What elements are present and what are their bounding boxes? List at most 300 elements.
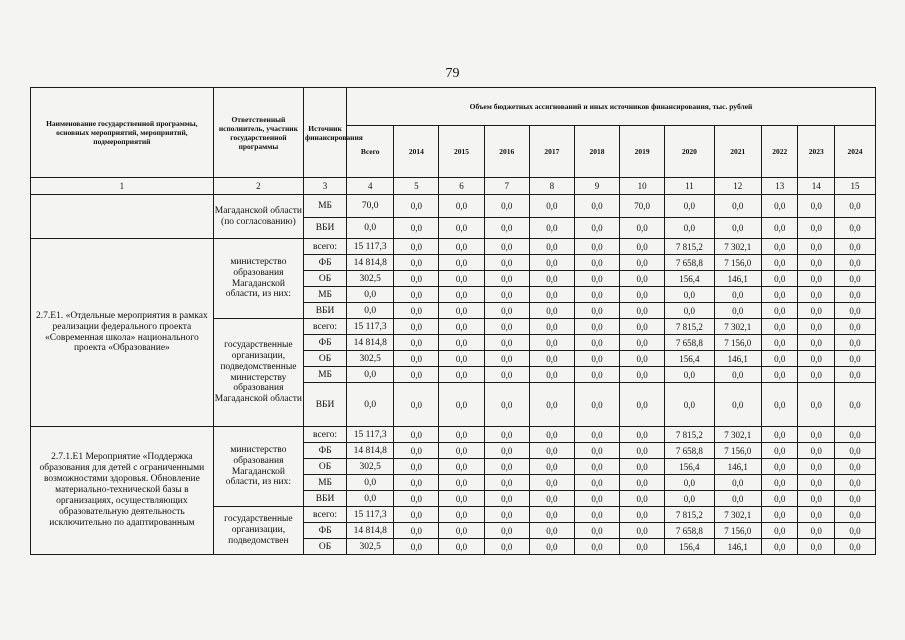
value-cell: 0,0	[620, 507, 665, 523]
total-cell: 0,0	[347, 475, 394, 491]
value-cell: 7 302,1	[714, 427, 761, 443]
column-number: 12	[714, 178, 761, 195]
value-cell: 0,0	[665, 195, 714, 218]
value-cell: 0,0	[620, 218, 665, 239]
value-cell: 0,0	[529, 507, 574, 523]
column-number: 3	[304, 178, 347, 195]
value-cell: 7 156,0	[714, 443, 761, 459]
value-cell: 0,0	[394, 491, 439, 507]
value-cell: 0,0	[620, 335, 665, 351]
column-number: 1	[31, 178, 214, 195]
source-cell: МБ	[304, 475, 347, 491]
value-cell: 0,0	[798, 255, 835, 271]
value-cell: 0,0	[484, 367, 529, 383]
value-cell: 0,0	[798, 443, 835, 459]
value-cell: 0,0	[574, 427, 619, 443]
column-number: 13	[761, 178, 798, 195]
value-cell: 0,0	[798, 475, 835, 491]
header-year: 2021	[714, 126, 761, 178]
value-cell: 0,0	[394, 239, 439, 255]
header-year: 2015	[439, 126, 484, 178]
value-cell: 0,0	[798, 319, 835, 335]
source-cell: всего:	[304, 427, 347, 443]
value-cell: 0,0	[484, 443, 529, 459]
value-cell: 0,0	[439, 475, 484, 491]
value-cell: 0,0	[394, 539, 439, 555]
table-body	[31, 195, 876, 555]
value-cell: 0,0	[529, 475, 574, 491]
program-name-cell: 2.7.Е1. «Отдельные мероприятия в рамках реализации федерального проекта «Современная школа» национального проекта «Образование»	[31, 239, 214, 427]
value-cell: 0,0	[798, 218, 835, 239]
source-cell: ОБ	[304, 271, 347, 287]
total-cell: 15 117,3	[347, 507, 394, 523]
value-cell: 0,0	[574, 367, 619, 383]
value-cell: 0,0	[394, 255, 439, 271]
executor-cell: министерство образования Магаданской области, из них:	[213, 239, 303, 319]
value-cell: 0,0	[835, 367, 876, 383]
value-cell: 7 156,0	[714, 523, 761, 539]
value-cell: 0,0	[620, 303, 665, 319]
value-cell: 0,0	[574, 383, 619, 427]
value-cell: 0,0	[394, 367, 439, 383]
value-cell: 0,0	[529, 351, 574, 367]
header-year: 2019	[620, 126, 665, 178]
value-cell: 0,0	[835, 335, 876, 351]
value-cell: 7 815,2	[665, 427, 714, 443]
column-number: 4	[347, 178, 394, 195]
value-cell: 0,0	[714, 218, 761, 239]
column-number: 11	[665, 178, 714, 195]
value-cell: 0,0	[761, 539, 798, 555]
value-cell: 0,0	[835, 195, 876, 218]
value-cell: 0,0	[835, 319, 876, 335]
value-cell: 7 156,0	[714, 255, 761, 271]
value-cell: 0,0	[529, 239, 574, 255]
column-number-row	[31, 178, 876, 195]
value-cell: 0,0	[394, 427, 439, 443]
value-cell: 0,0	[484, 303, 529, 319]
total-cell: 15 117,3	[347, 427, 394, 443]
value-cell: 0,0	[394, 383, 439, 427]
value-cell: 0,0	[574, 523, 619, 539]
value-cell: 0,0	[529, 523, 574, 539]
executor-cell: Магаданской области (по согласованию)	[213, 195, 303, 239]
header-year: 2020	[665, 126, 714, 178]
value-cell: 0,0	[394, 443, 439, 459]
value-cell: 7 302,1	[714, 239, 761, 255]
value-cell: 0,0	[574, 539, 619, 555]
value-cell: 0,0	[439, 239, 484, 255]
value-cell: 0,0	[529, 491, 574, 507]
source-cell: ОБ	[304, 351, 347, 367]
budget-table	[30, 87, 876, 555]
value-cell: 0,0	[714, 303, 761, 319]
value-cell: 0,0	[835, 303, 876, 319]
value-cell: 0,0	[620, 319, 665, 335]
value-cell: 0,0	[761, 239, 798, 255]
value-cell: 0,0	[574, 475, 619, 491]
value-cell: 0,0	[394, 523, 439, 539]
total-cell: 14 814,8	[347, 523, 394, 539]
value-cell: 0,0	[574, 195, 619, 218]
value-cell: 0,0	[439, 539, 484, 555]
header-volume: Объем бюджетных ассигнований и иных источников финансирования, тыс. рублей	[347, 88, 876, 126]
table-row	[31, 195, 876, 218]
value-cell: 0,0	[620, 443, 665, 459]
value-cell: 0,0	[439, 523, 484, 539]
value-cell: 0,0	[620, 367, 665, 383]
value-cell: 146,1	[714, 271, 761, 287]
source-cell: МБ	[304, 195, 347, 218]
value-cell: 0,0	[439, 443, 484, 459]
value-cell: 0,0	[439, 287, 484, 303]
value-cell: 0,0	[761, 383, 798, 427]
value-cell: 0,0	[394, 287, 439, 303]
value-cell: 7 658,8	[665, 443, 714, 459]
value-cell: 0,0	[439, 271, 484, 287]
value-cell: 0,0	[439, 319, 484, 335]
header-name: Наименование государственной программы, основных мероприятий, мероприятий, подмероприятий	[31, 88, 214, 178]
column-number: 10	[620, 178, 665, 195]
value-cell: 0,0	[394, 218, 439, 239]
total-cell: 0,0	[347, 218, 394, 239]
value-cell: 0,0	[439, 335, 484, 351]
total-cell: 0,0	[347, 491, 394, 507]
header-source: Источник финансирования	[304, 88, 347, 178]
value-cell: 0,0	[484, 383, 529, 427]
value-cell: 0,0	[484, 427, 529, 443]
value-cell: 0,0	[394, 351, 439, 367]
header-year: 2024	[835, 126, 876, 178]
value-cell: 0,0	[574, 491, 619, 507]
value-cell: 7 302,1	[714, 507, 761, 523]
value-cell: 0,0	[394, 507, 439, 523]
value-cell: 0,0	[761, 287, 798, 303]
total-cell: 14 814,8	[347, 255, 394, 271]
value-cell: 0,0	[798, 239, 835, 255]
value-cell: 0,0	[761, 367, 798, 383]
value-cell: 0,0	[620, 239, 665, 255]
value-cell: 0,0	[394, 195, 439, 218]
value-cell: 0,0	[439, 491, 484, 507]
value-cell: 0,0	[798, 523, 835, 539]
value-cell: 0,0	[620, 523, 665, 539]
value-cell: 0,0	[574, 255, 619, 271]
value-cell: 156,4	[665, 539, 714, 555]
program-name-cell: 2.7.1.Е1 Мероприятие «Поддержка образования для детей с ограниченными возможностями здоровья. Обновление материально-технической базы в организациях, осуществляющих образовательную деятельность исключительно по адаптированным	[31, 427, 214, 555]
value-cell: 0,0	[484, 491, 529, 507]
source-cell: ФБ	[304, 523, 347, 539]
value-cell: 0,0	[665, 287, 714, 303]
value-cell: 0,0	[761, 319, 798, 335]
value-cell: 0,0	[574, 218, 619, 239]
value-cell: 0,0	[761, 335, 798, 351]
value-cell: 0,0	[761, 303, 798, 319]
header-year: 2018	[574, 126, 619, 178]
value-cell: 0,0	[761, 218, 798, 239]
value-cell: 0,0	[394, 303, 439, 319]
value-cell: 0,0	[835, 443, 876, 459]
column-number: 2	[213, 178, 303, 195]
value-cell: 0,0	[714, 195, 761, 218]
column-number: 14	[798, 178, 835, 195]
total-cell: 302,5	[347, 459, 394, 475]
value-cell: 146,1	[714, 539, 761, 555]
value-cell: 0,0	[798, 427, 835, 443]
source-cell: ФБ	[304, 335, 347, 351]
value-cell: 7 658,8	[665, 255, 714, 271]
value-cell: 0,0	[439, 427, 484, 443]
value-cell: 0,0	[620, 383, 665, 427]
value-cell: 0,0	[798, 383, 835, 427]
total-cell: 302,5	[347, 271, 394, 287]
value-cell: 0,0	[529, 287, 574, 303]
total-cell: 14 814,8	[347, 443, 394, 459]
executor-cell: министерство образования Магаданской области, из них:	[213, 427, 303, 507]
value-cell: 0,0	[714, 367, 761, 383]
value-cell: 0,0	[798, 271, 835, 287]
value-cell: 0,0	[798, 459, 835, 475]
value-cell: 0,0	[574, 335, 619, 351]
total-cell: 14 814,8	[347, 335, 394, 351]
executor-cell: государственные организации, подведомственные министерству образования Магаданской области	[213, 319, 303, 427]
value-cell: 156,4	[665, 271, 714, 287]
value-cell: 0,0	[714, 383, 761, 427]
value-cell: 0,0	[620, 539, 665, 555]
source-cell: МБ	[304, 367, 347, 383]
source-cell: ВБИ	[304, 218, 347, 239]
value-cell: 0,0	[665, 367, 714, 383]
table-row	[31, 427, 876, 443]
value-cell: 0,0	[484, 218, 529, 239]
column-number: 5	[394, 178, 439, 195]
value-cell: 0,0	[394, 319, 439, 335]
program-name-cell	[31, 195, 214, 239]
total-cell: 0,0	[347, 303, 394, 319]
value-cell: 0,0	[761, 507, 798, 523]
value-cell: 0,0	[761, 195, 798, 218]
value-cell: 146,1	[714, 351, 761, 367]
value-cell: 0,0	[574, 459, 619, 475]
value-cell: 0,0	[835, 523, 876, 539]
source-cell: всего:	[304, 507, 347, 523]
value-cell: 0,0	[529, 459, 574, 475]
value-cell: 0,0	[529, 218, 574, 239]
value-cell: 0,0	[665, 491, 714, 507]
total-cell: 0,0	[347, 383, 394, 427]
value-cell: 0,0	[620, 427, 665, 443]
total-cell: 70,0	[347, 195, 394, 218]
value-cell: 0,0	[529, 195, 574, 218]
header-executor: Ответственный исполнитель, участник государственной программы	[213, 88, 303, 178]
value-cell: 0,0	[761, 427, 798, 443]
column-number: 15	[835, 178, 876, 195]
value-cell: 0,0	[761, 351, 798, 367]
value-cell: 0,0	[798, 491, 835, 507]
value-cell: 0,0	[835, 427, 876, 443]
header-total: Всего	[347, 126, 394, 178]
value-cell: 0,0	[529, 271, 574, 287]
value-cell: 0,0	[835, 255, 876, 271]
value-cell: 0,0	[761, 271, 798, 287]
value-cell: 0,0	[798, 367, 835, 383]
value-cell: 0,0	[835, 271, 876, 287]
value-cell: 0,0	[529, 443, 574, 459]
source-cell: ОБ	[304, 459, 347, 475]
value-cell: 0,0	[439, 459, 484, 475]
value-cell: 0,0	[798, 507, 835, 523]
value-cell: 0,0	[620, 459, 665, 475]
value-cell: 0,0	[665, 218, 714, 239]
value-cell: 0,0	[714, 475, 761, 491]
value-cell: 0,0	[394, 459, 439, 475]
value-cell: 0,0	[529, 427, 574, 443]
value-cell: 0,0	[394, 475, 439, 491]
value-cell: 0,0	[484, 507, 529, 523]
table-row	[31, 239, 876, 255]
value-cell: 0,0	[439, 383, 484, 427]
value-cell: 0,0	[439, 218, 484, 239]
value-cell: 0,0	[394, 271, 439, 287]
column-number: 7	[484, 178, 529, 195]
value-cell: 0,0	[484, 255, 529, 271]
value-cell: 0,0	[529, 383, 574, 427]
source-cell: ФБ	[304, 443, 347, 459]
value-cell: 0,0	[484, 475, 529, 491]
value-cell: 0,0	[620, 287, 665, 303]
value-cell: 0,0	[574, 239, 619, 255]
total-cell: 302,5	[347, 539, 394, 555]
value-cell: 0,0	[798, 303, 835, 319]
header-year: 2017	[529, 126, 574, 178]
value-cell: 0,0	[714, 287, 761, 303]
value-cell: 0,0	[761, 459, 798, 475]
source-cell: ОБ	[304, 539, 347, 555]
value-cell: 0,0	[394, 335, 439, 351]
value-cell: 156,4	[665, 351, 714, 367]
executor-cell: государственные организации, подведомствен	[213, 507, 303, 555]
page-number: 79	[445, 66, 460, 81]
value-cell: 0,0	[761, 255, 798, 271]
header-year: 2023	[798, 126, 835, 178]
total-cell: 15 117,3	[347, 319, 394, 335]
column-number: 6	[439, 178, 484, 195]
value-cell: 0,0	[574, 271, 619, 287]
value-cell: 0,0	[484, 319, 529, 335]
value-cell: 0,0	[761, 491, 798, 507]
value-cell: 0,0	[761, 475, 798, 491]
value-cell: 0,0	[439, 303, 484, 319]
value-cell: 0,0	[574, 287, 619, 303]
header-year: 2014	[394, 126, 439, 178]
value-cell: 0,0	[798, 335, 835, 351]
value-cell: 0,0	[665, 303, 714, 319]
value-cell: 0,0	[484, 195, 529, 218]
total-cell: 0,0	[347, 287, 394, 303]
value-cell: 0,0	[439, 507, 484, 523]
value-cell: 70,0	[620, 195, 665, 218]
value-cell: 0,0	[835, 383, 876, 427]
value-cell: 0,0	[620, 271, 665, 287]
source-cell: МБ	[304, 287, 347, 303]
value-cell: 0,0	[835, 459, 876, 475]
value-cell: 7 815,2	[665, 239, 714, 255]
total-cell: 0,0	[347, 367, 394, 383]
value-cell: 0,0	[484, 459, 529, 475]
value-cell: 0,0	[439, 195, 484, 218]
header-year: 2016	[484, 126, 529, 178]
value-cell: 0,0	[574, 351, 619, 367]
source-cell: всего:	[304, 239, 347, 255]
value-cell: 0,0	[835, 239, 876, 255]
value-cell: 0,0	[620, 351, 665, 367]
value-cell: 156,4	[665, 459, 714, 475]
value-cell: 0,0	[439, 351, 484, 367]
value-cell: 0,0	[835, 475, 876, 491]
value-cell: 0,0	[798, 539, 835, 555]
value-cell: 7 815,2	[665, 507, 714, 523]
source-cell: ФБ	[304, 255, 347, 271]
source-cell: ВБИ	[304, 491, 347, 507]
value-cell: 7 156,0	[714, 335, 761, 351]
value-cell: 0,0	[835, 351, 876, 367]
value-cell: 0,0	[529, 335, 574, 351]
source-cell: всего:	[304, 319, 347, 335]
total-cell: 15 117,3	[347, 239, 394, 255]
column-number: 9	[574, 178, 619, 195]
value-cell: 0,0	[835, 491, 876, 507]
value-cell: 0,0	[835, 507, 876, 523]
value-cell: 7 658,8	[665, 335, 714, 351]
value-cell: 0,0	[761, 523, 798, 539]
column-number: 8	[529, 178, 574, 195]
value-cell: 7 302,1	[714, 319, 761, 335]
value-cell: 146,1	[714, 459, 761, 475]
value-cell: 0,0	[484, 523, 529, 539]
value-cell: 0,0	[835, 287, 876, 303]
total-cell: 302,5	[347, 351, 394, 367]
value-cell: 0,0	[529, 303, 574, 319]
value-cell: 0,0	[484, 351, 529, 367]
value-cell: 0,0	[529, 255, 574, 271]
value-cell: 0,0	[761, 443, 798, 459]
value-cell: 0,0	[439, 367, 484, 383]
value-cell: 0,0	[835, 539, 876, 555]
value-cell: 0,0	[574, 443, 619, 459]
value-cell: 0,0	[439, 255, 484, 271]
value-cell: 0,0	[574, 507, 619, 523]
value-cell: 0,0	[484, 539, 529, 555]
value-cell: 0,0	[714, 491, 761, 507]
value-cell: 0,0	[665, 475, 714, 491]
value-cell: 0,0	[484, 239, 529, 255]
header-year: 2022	[761, 126, 798, 178]
value-cell: 0,0	[574, 319, 619, 335]
value-cell: 7 815,2	[665, 319, 714, 335]
value-cell: 0,0	[484, 287, 529, 303]
value-cell: 0,0	[620, 475, 665, 491]
value-cell: 0,0	[835, 218, 876, 239]
source-cell: ВБИ	[304, 383, 347, 427]
value-cell: 0,0	[665, 383, 714, 427]
value-cell: 0,0	[620, 255, 665, 271]
value-cell: 0,0	[798, 287, 835, 303]
value-cell: 0,0	[574, 303, 619, 319]
source-cell: ВБИ	[304, 303, 347, 319]
value-cell: 0,0	[529, 319, 574, 335]
value-cell: 0,0	[484, 335, 529, 351]
value-cell: 0,0	[529, 539, 574, 555]
